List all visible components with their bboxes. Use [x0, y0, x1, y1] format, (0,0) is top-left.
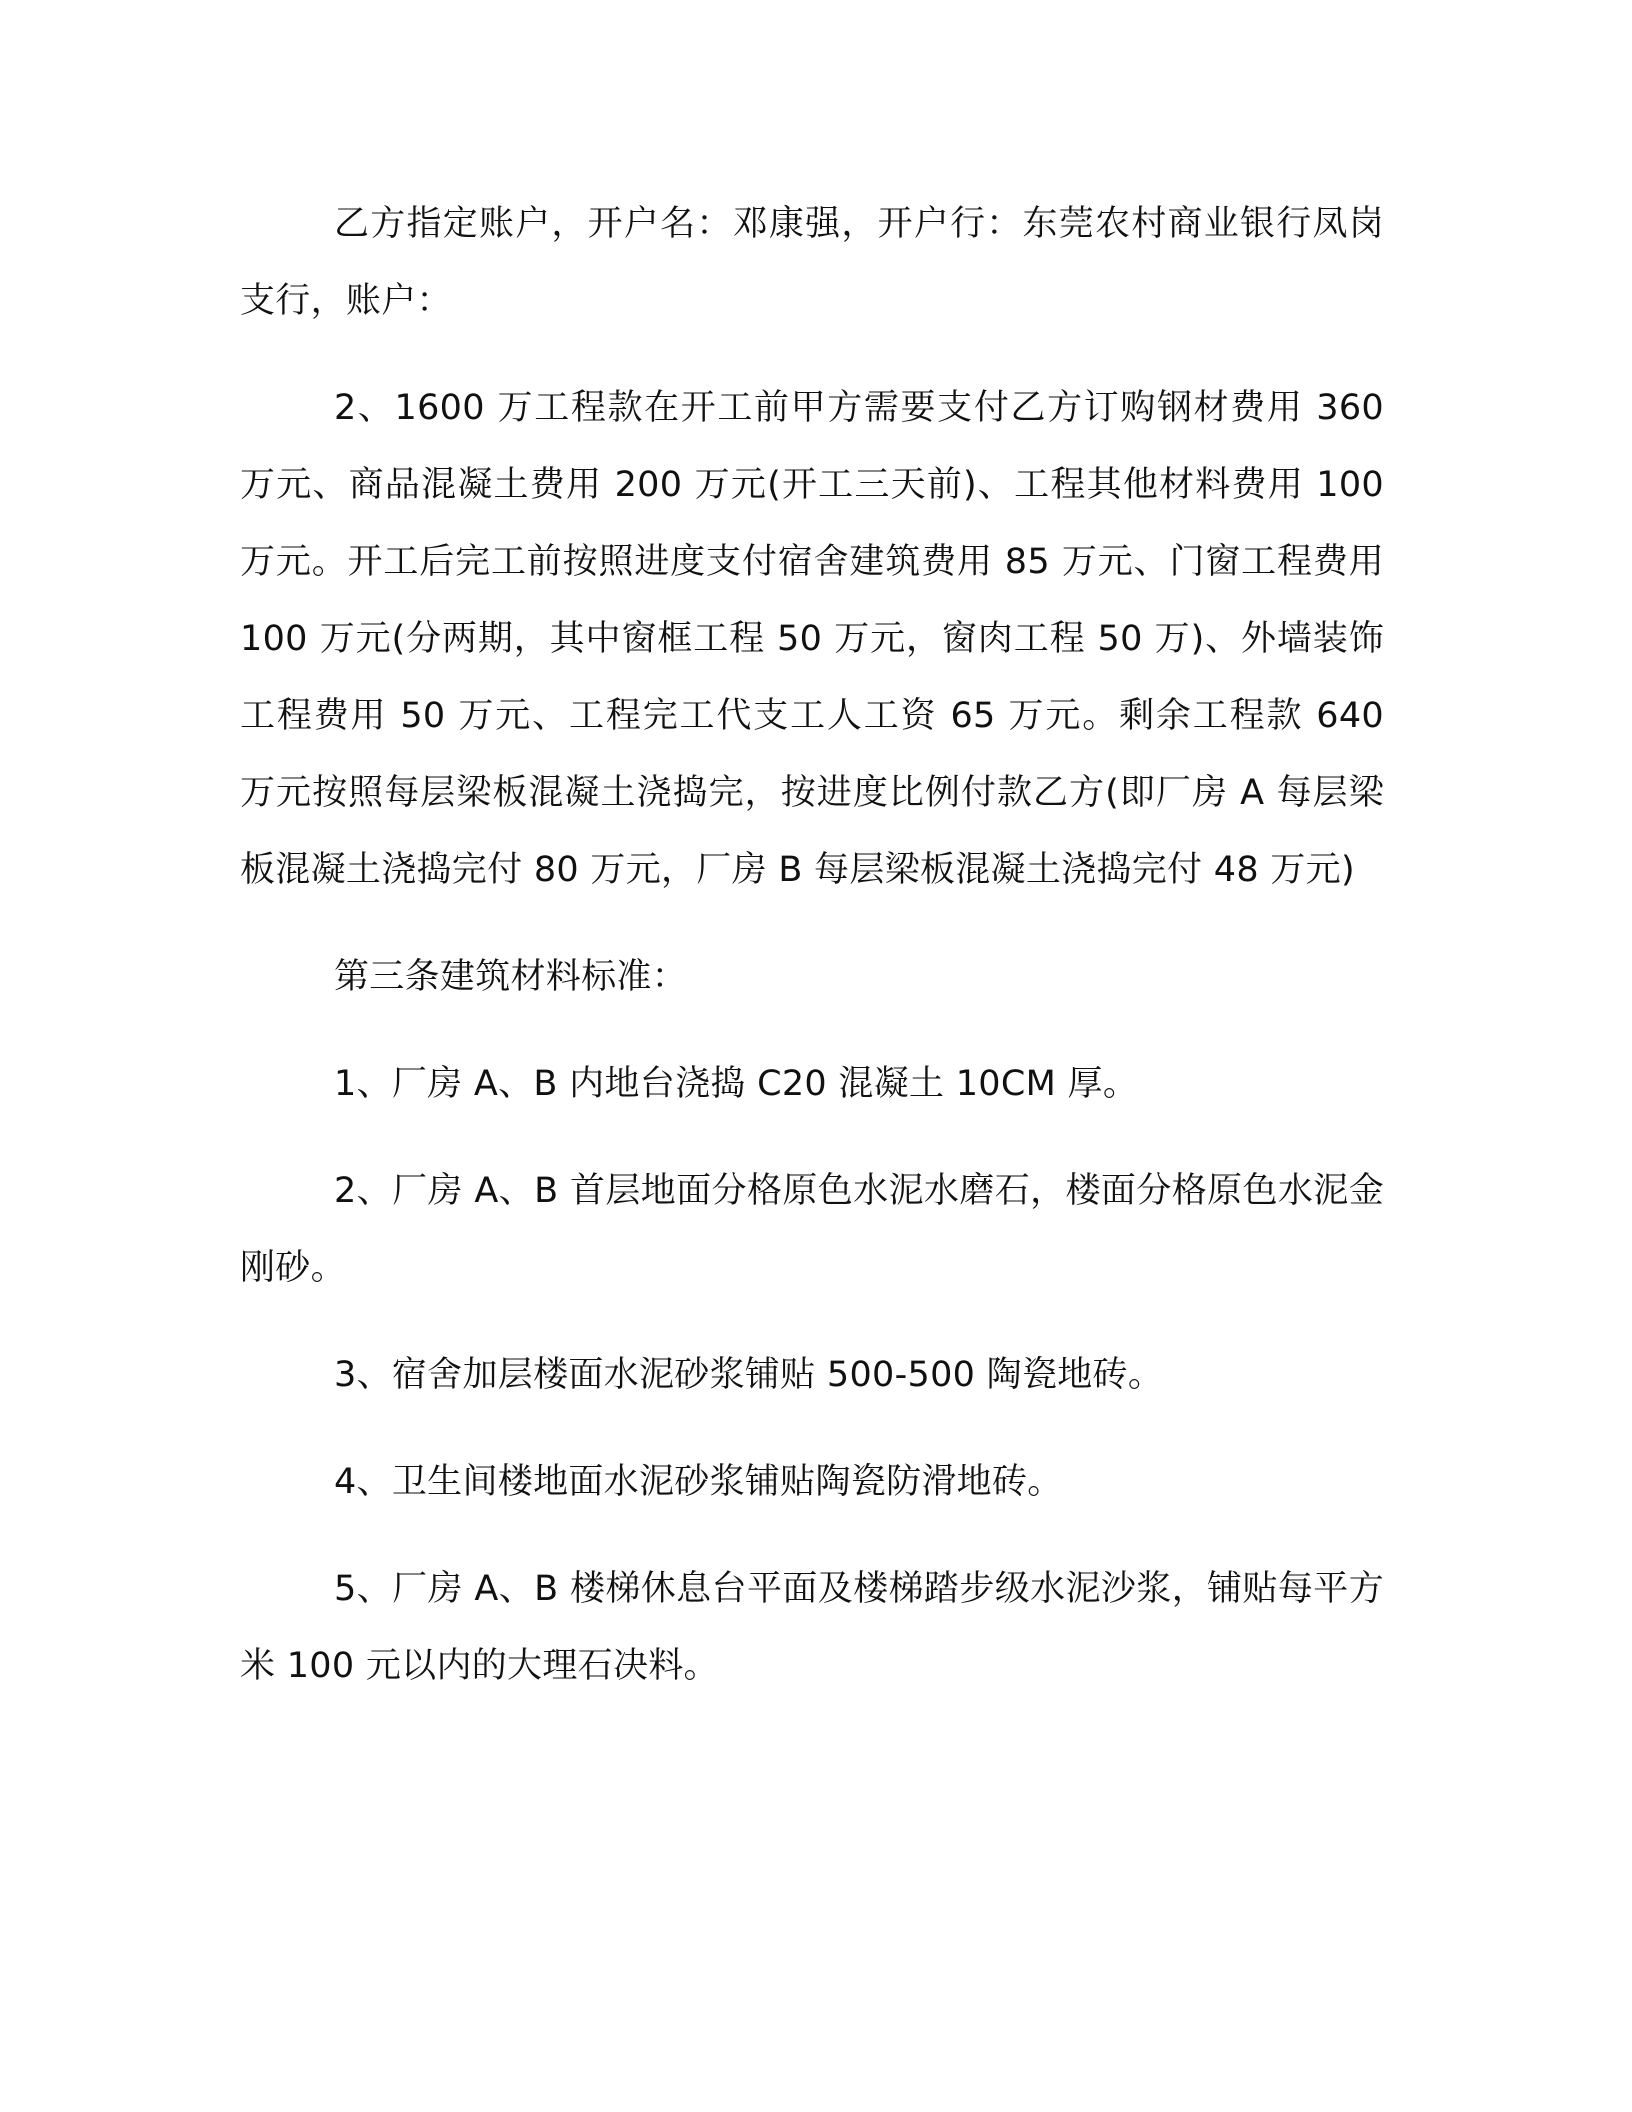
- section-heading-material-standards: 第三条建筑材料标准：: [334, 957, 688, 997]
- paragraph-item-5: 5、厂房 A、B 楼梯休息台平面及楼梯踏步级水泥沙浆，铺贴每平方米 100 元以内的大理石决料。: [240, 1569, 1384, 1686]
- paragraph-item-4: 4、卫生间楼地面水泥砂浆铺贴陶瓷防滑地砖。: [334, 1462, 1063, 1502]
- paragraph-item-3: 3、宿舍加层楼面水泥砂浆铺贴 500-500 陶瓷地砖。: [334, 1355, 1164, 1395]
- paragraph-payment-terms: 2、1600 万工程款在开工前甲方需要支付乙方订购钢材费用 360 万元、商品混凝土费用 200 万元(开工三天前)、工程其他材料费用 100 万元。开工后完工前按照进度支付宿舍建筑费用 85 万元、门窗工程费用 100 万元(分两期，其中窗框工程 50 万元，窗肉工程 50 万)、外墙装饰工程费用 50 万元、工程完工代支工人工资 65 万元。剩余工程款 640 万元按照每层梁板混凝土浇捣完，按进度比例付款乙方(即厂房 A 每层梁板混凝土浇捣完付 80 万元，厂房 B 每层梁板混凝土浇捣完付 48 万元): [240, 388, 1384, 890]
- paragraph-item-2: 2、厂房 A、B 首层地面分格原色水泥水磨石，楼面分格原色水泥金刚砂。: [240, 1171, 1384, 1288]
- paragraph-account-info: 乙方指定账户，开户名：邓康强，开户行：东莞农村商业银行凤岗支行，账户：: [240, 204, 1384, 321]
- paragraph-item-1: 1、厂房 A、B 内地台浇捣 C20 混凝土 10CM 厚。: [334, 1064, 1139, 1104]
- document-body: [240, 186, 1384, 1705]
